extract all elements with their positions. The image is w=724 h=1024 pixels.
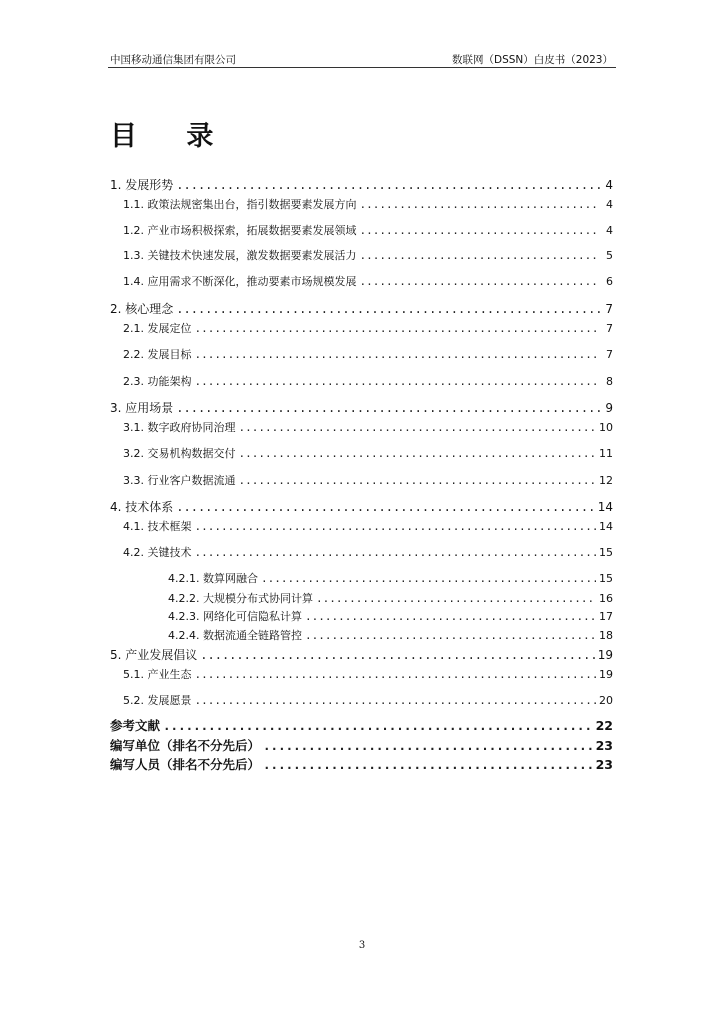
toc-leader-dots	[360, 247, 601, 265]
toc-entry-label: 4. 技术体系	[110, 500, 174, 514]
toc-entry-page: 6	[606, 275, 613, 288]
toc-entry[interactable]	[123, 196, 613, 214]
toc-leader-dots	[195, 320, 601, 338]
toc-leader-dots	[163, 717, 593, 735]
toc-leader-dots	[305, 627, 596, 645]
toc-entry[interactable]	[110, 399, 613, 417]
header-document-title: 数联网（DSSN）白皮书（2023）	[452, 54, 613, 66]
toc-entry[interactable]	[123, 692, 613, 710]
toc-leader-dots	[261, 570, 596, 588]
toc-leader-dots	[239, 419, 597, 437]
toc-leader-dots	[176, 300, 600, 318]
toc-entry-page: 15	[599, 572, 613, 585]
toc-leader-dots	[263, 737, 593, 755]
toc-entry-page: 5	[606, 249, 613, 262]
toc-entry-page: 12	[599, 474, 613, 487]
toc-entry-label: 4.2.3. 网络化可信隐私计算	[168, 610, 302, 623]
toc-entry-label: 3. 应用场景	[110, 401, 174, 415]
toc-entry[interactable]	[123, 518, 613, 536]
toc-entry[interactable]	[110, 498, 613, 516]
toc-entry[interactable]	[168, 570, 613, 588]
toc-leader-dots	[360, 222, 601, 240]
toc-entry[interactable]	[123, 472, 613, 490]
page-title: 目 录	[110, 121, 234, 152]
toc-entry[interactable]	[123, 373, 613, 391]
toc-entry-label: 5.1. 产业生态	[123, 668, 192, 681]
toc-leader-dots	[195, 544, 597, 562]
toc-entry-page: 19	[597, 648, 613, 662]
toc-leader-dots	[176, 498, 594, 516]
toc-entry[interactable]	[123, 320, 613, 338]
toc-entry-label: 1. 发展形势	[110, 178, 174, 192]
toc-entry-label: 参考文献	[110, 718, 161, 733]
page-number: 3	[358, 940, 366, 951]
toc-entry[interactable]	[123, 445, 613, 463]
toc-entry-page: 18	[599, 629, 613, 642]
toc-entry-page: 4	[606, 224, 613, 237]
toc-entry-label: 3.3. 行业客户数据流通	[123, 474, 236, 487]
toc-entry-label: 4.1. 技术框架	[123, 520, 192, 533]
toc-entry[interactable]	[110, 646, 613, 664]
toc-entry-page: 11	[599, 447, 613, 460]
toc-leader-dots	[195, 346, 601, 364]
toc-entry[interactable]	[110, 756, 613, 774]
toc-leader-dots	[176, 399, 600, 417]
toc-entry-page: 16	[599, 592, 613, 605]
toc-leader-dots	[360, 273, 601, 291]
toc-entry-label: 4.2. 关键技术	[123, 546, 192, 559]
toc-entry-page: 23	[595, 757, 613, 772]
toc-entry-page: 8	[606, 375, 613, 388]
toc-entry-page: 7	[606, 348, 613, 361]
toc-entry[interactable]	[168, 608, 613, 626]
toc-leader-dots	[200, 646, 594, 664]
toc-entry[interactable]	[123, 419, 613, 437]
toc-entry-label: 1.2. 产业市场积极探索，拓展数据要素发展领域	[123, 224, 357, 237]
toc-entry[interactable]	[123, 346, 613, 364]
toc-leader-dots	[195, 666, 597, 684]
toc-entry-label: 2.3. 功能架构	[123, 375, 192, 388]
toc-entry-label: 编写人员（排名不分先后）	[110, 757, 261, 772]
toc-entry-label: 4.2.1. 数算网融合	[168, 572, 258, 585]
toc-leader-dots	[360, 196, 601, 214]
toc-leader-dots	[305, 608, 596, 626]
toc-entry[interactable]	[123, 666, 613, 684]
toc-entry[interactable]	[110, 176, 613, 194]
toc-entry-page: 20	[599, 694, 613, 707]
toc-entry[interactable]	[110, 737, 613, 755]
toc-leader-dots	[316, 590, 596, 608]
toc-entry-page: 22	[595, 718, 613, 733]
toc-entry[interactable]	[110, 717, 613, 735]
toc-entry-page: 9	[605, 401, 613, 415]
toc-entry[interactable]	[123, 273, 613, 291]
toc-leader-dots	[195, 373, 601, 391]
toc-entry-page: 14	[599, 520, 613, 533]
toc-leader-dots	[176, 176, 600, 194]
toc-leader-dots	[239, 445, 597, 463]
toc-entry-label: 1.1. 政策法规密集出台，指引数据要素发展方向	[123, 198, 357, 211]
toc-entry-page: 7	[605, 302, 613, 316]
toc-entry-label: 1.4. 应用需求不断深化，推动要素市场规模发展	[123, 275, 357, 288]
toc-entry-label: 编写单位（排名不分先后）	[110, 738, 261, 753]
toc-entry-page: 15	[599, 546, 613, 559]
toc-entry-page: 14	[597, 500, 613, 514]
toc-entry[interactable]	[123, 222, 613, 240]
toc-entry-label: 4.2.2. 大规模分布式协同计算	[168, 592, 313, 605]
toc-leader-dots	[263, 756, 593, 774]
toc-entry[interactable]	[110, 300, 613, 318]
toc-entry-label: 1.3. 关键技术快速发展，激发数据要素发展活力	[123, 249, 357, 262]
toc-leader-dots	[195, 692, 597, 710]
toc-entry-label: 3.2. 交易机构数据交付	[123, 447, 236, 460]
toc-leader-dots	[239, 472, 597, 490]
toc-entry[interactable]	[123, 247, 613, 265]
toc-entry-page: 17	[599, 610, 613, 623]
toc-entry-label: 2.1. 发展定位	[123, 322, 192, 335]
toc-entry-label: 3.1. 数字政府协同治理	[123, 421, 236, 434]
toc-entry-page: 23	[595, 738, 613, 753]
toc-entry[interactable]	[168, 627, 613, 645]
toc-entry-label: 2. 核心理念	[110, 302, 174, 316]
toc-entry[interactable]	[168, 590, 613, 608]
toc-entry-page: 10	[599, 421, 613, 434]
toc-entry-label: 4.2.4. 数据流通全链路管控	[168, 629, 302, 642]
toc-entry-page: 19	[599, 668, 613, 681]
toc-entry-label: 5.2. 发展愿景	[123, 694, 192, 707]
toc-entry-page: 4	[606, 198, 613, 211]
header-organization: 中国移动通信集团有限公司	[110, 54, 236, 66]
toc-entry-label: 5. 产业发展倡议	[110, 648, 198, 662]
toc-leader-dots	[195, 518, 597, 536]
toc-entry-label: 2.2. 发展目标	[123, 348, 192, 361]
toc-entry-page: 7	[606, 322, 613, 335]
toc-entry[interactable]	[123, 544, 613, 562]
toc-entry-page: 4	[605, 178, 613, 192]
